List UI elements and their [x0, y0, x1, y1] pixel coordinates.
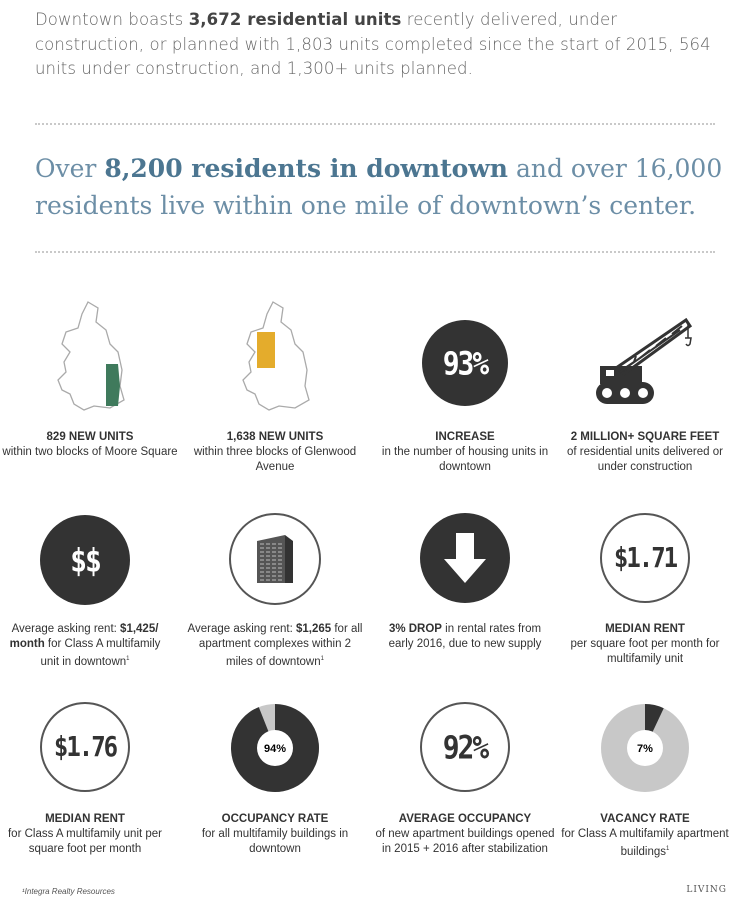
avg-occupancy-value: 92%	[442, 728, 488, 766]
downtown-map-icon	[225, 300, 325, 417]
median-1-text: per square foot per month for multifamily unit	[570, 638, 720, 665]
stat-square-feet	[555, 300, 735, 480]
headline-bold: 8,200 residents in downtown	[104, 154, 508, 183]
intro-paragraph	[35, 8, 715, 82]
stat-glenwood	[185, 300, 365, 480]
asking-a-footnote-mark: 1	[126, 656, 130, 662]
footnote: ¹Integra Realty Resources	[22, 887, 115, 896]
building-window	[272, 551, 276, 553]
building-window	[272, 559, 276, 561]
stat-moore-square	[0, 300, 180, 480]
stat-increase-bold: INCREASE	[435, 431, 495, 443]
drop-post: in rental rates from early 2016, due to new supply	[388, 623, 542, 650]
stat-asking-rent-class-a	[0, 505, 170, 675]
building-window	[266, 551, 270, 553]
building-window	[260, 559, 264, 561]
building-window	[260, 579, 264, 581]
building-window	[278, 543, 282, 545]
stat-drop	[375, 505, 555, 675]
asking-a-pre: Average asking rent:	[11, 623, 121, 635]
building-window	[266, 547, 270, 549]
asking-all-post: for all apartment complexes within 2 miles of downtown	[198, 623, 363, 668]
building-window	[260, 543, 264, 545]
stat-moore-caption	[0, 430, 180, 460]
occupancy-bold: OCCUPANCY RATE	[221, 813, 329, 825]
building-window	[260, 551, 264, 553]
headline	[35, 150, 725, 224]
building-window	[272, 563, 276, 565]
building-window	[266, 571, 270, 573]
vacancy-pie-label: 7%	[637, 743, 653, 755]
building-window	[260, 563, 264, 565]
stat-median-1-caption	[555, 622, 735, 667]
building-window	[278, 571, 282, 573]
median-2-bold: MEDIAN RENT	[45, 813, 125, 825]
increase-number: 93%	[442, 344, 488, 382]
building-window	[260, 575, 264, 577]
divider-top	[35, 123, 715, 125]
stat-moore-text: within two blocks of Moore Square	[2, 446, 178, 458]
building-window	[272, 571, 276, 573]
stat-vacancy	[555, 700, 735, 870]
stat-avg-occupancy-caption	[375, 812, 555, 857]
occupancy-pie-icon	[229, 702, 321, 799]
building-window	[278, 579, 282, 581]
building-window	[272, 567, 276, 569]
occupancy-donut	[229, 702, 321, 794]
stat-glenwood-caption	[185, 430, 365, 475]
building-window	[272, 579, 276, 581]
median-2-text: for Class A multifamily unit per square foot per month	[7, 828, 163, 855]
headline-pre: Over	[35, 154, 105, 183]
building-window	[266, 579, 270, 581]
vacancy-donut	[599, 702, 691, 794]
occupancy-text: for all multifamily buildings in downtown	[201, 828, 349, 855]
price-badge-icon	[600, 513, 690, 603]
percent-badge-icon	[420, 702, 510, 792]
price-badge-icon	[40, 702, 130, 792]
building-window	[266, 575, 270, 577]
stat-asking-rent-all	[185, 505, 365, 675]
stat-increase	[375, 300, 555, 480]
downtown-map-icon	[40, 300, 140, 417]
dollar-badge-icon	[40, 515, 130, 605]
building-window	[260, 547, 264, 549]
asking-a-post: for Class A multifamily unit in downtown	[40, 638, 161, 668]
building-window	[278, 555, 282, 557]
asking-a-bold: $1,425/ month	[9, 623, 159, 650]
asking-all-footnote-mark: 1	[320, 656, 324, 662]
building-window	[278, 551, 282, 553]
apartment-building-icon	[229, 513, 321, 605]
section-label: LIVING	[686, 885, 727, 895]
median-1-value: $1.71	[613, 541, 677, 575]
stat-glenwood-text: within three blocks of Glenwood Avenue	[193, 446, 357, 473]
building-window	[272, 547, 276, 549]
avg-occupancy-text: of new apartment buildings opened in 2015 + 2016 after stabilization	[375, 828, 555, 855]
building-window	[266, 559, 270, 561]
intro-text-bold: 3,672 residential units	[188, 10, 402, 29]
building-window	[278, 567, 282, 569]
stat-increase-caption	[375, 430, 555, 475]
building-window	[266, 563, 270, 565]
stat-asking-a-caption	[0, 622, 170, 670]
asking-all-bold: $1,265	[295, 623, 332, 635]
stat-sqft-bold: 2 MILLION+ SQUARE FEET	[570, 431, 720, 443]
building-window	[266, 555, 270, 557]
intro-text-pre: Downtown boasts	[35, 10, 189, 29]
building-window	[260, 555, 264, 557]
building-window	[272, 543, 276, 545]
avg-occupancy-bold: AVERAGE OCCUPANCY	[398, 813, 532, 825]
stat-average-occupancy	[375, 700, 555, 875]
stat-median-rent-2	[0, 700, 170, 870]
stat-occupancy	[185, 700, 365, 870]
drop-bold: 3% DROP	[388, 623, 442, 635]
building-window	[266, 543, 270, 545]
stat-median-2-caption	[0, 812, 170, 857]
building-window	[278, 547, 282, 549]
stat-moore-bold: 829 NEW UNITS	[46, 431, 134, 443]
stat-drop-caption	[375, 622, 555, 652]
vacancy-pie-icon	[599, 702, 691, 799]
building-window	[266, 567, 270, 569]
building-window	[272, 555, 276, 557]
median-1-bold: MEDIAN RENT	[605, 623, 685, 635]
building-window	[278, 563, 282, 565]
asking-all-pre: Average asking rent:	[187, 623, 296, 635]
vacancy-text: for Class A multifamily apartment buildings	[561, 828, 729, 858]
stat-median-rent-1	[555, 505, 735, 675]
percent-badge-icon	[422, 320, 508, 406]
stat-vacancy-caption	[555, 812, 735, 860]
arrow-down-icon	[420, 513, 510, 603]
building-window	[278, 559, 282, 561]
building-window	[260, 571, 264, 573]
crane-icon	[590, 314, 700, 415]
intro-text-post: recently delivered, under construction, or planned with 1,803 units completed since the start of 2015, 564 units under construction, and 1,300+ units planned.	[35, 10, 711, 78]
vacancy-footnote-mark: 1	[666, 846, 670, 852]
median-2-value: $1.76	[53, 730, 117, 764]
headline-post: and over 16,000 residents live within one mile of downtown’s center.	[35, 154, 723, 220]
stat-increase-text: in the number of housing units in downtown	[381, 446, 549, 473]
building-window	[272, 575, 276, 577]
stat-sqft-caption	[555, 430, 735, 475]
stat-occupancy-caption	[185, 812, 365, 857]
building-window	[260, 567, 264, 569]
occupancy-pie-label: 94%	[263, 743, 287, 755]
stat-glenwood-bold: 1,638 NEW UNITS	[226, 431, 324, 443]
dollar-signs: $$	[70, 541, 100, 579]
building-window	[278, 575, 282, 577]
stat-sqft-text: of residential units delivered or under construction	[567, 446, 723, 473]
stat-asking-all-caption	[185, 622, 365, 670]
vacancy-bold: VACANCY RATE	[600, 813, 690, 825]
divider-bottom	[35, 251, 715, 253]
